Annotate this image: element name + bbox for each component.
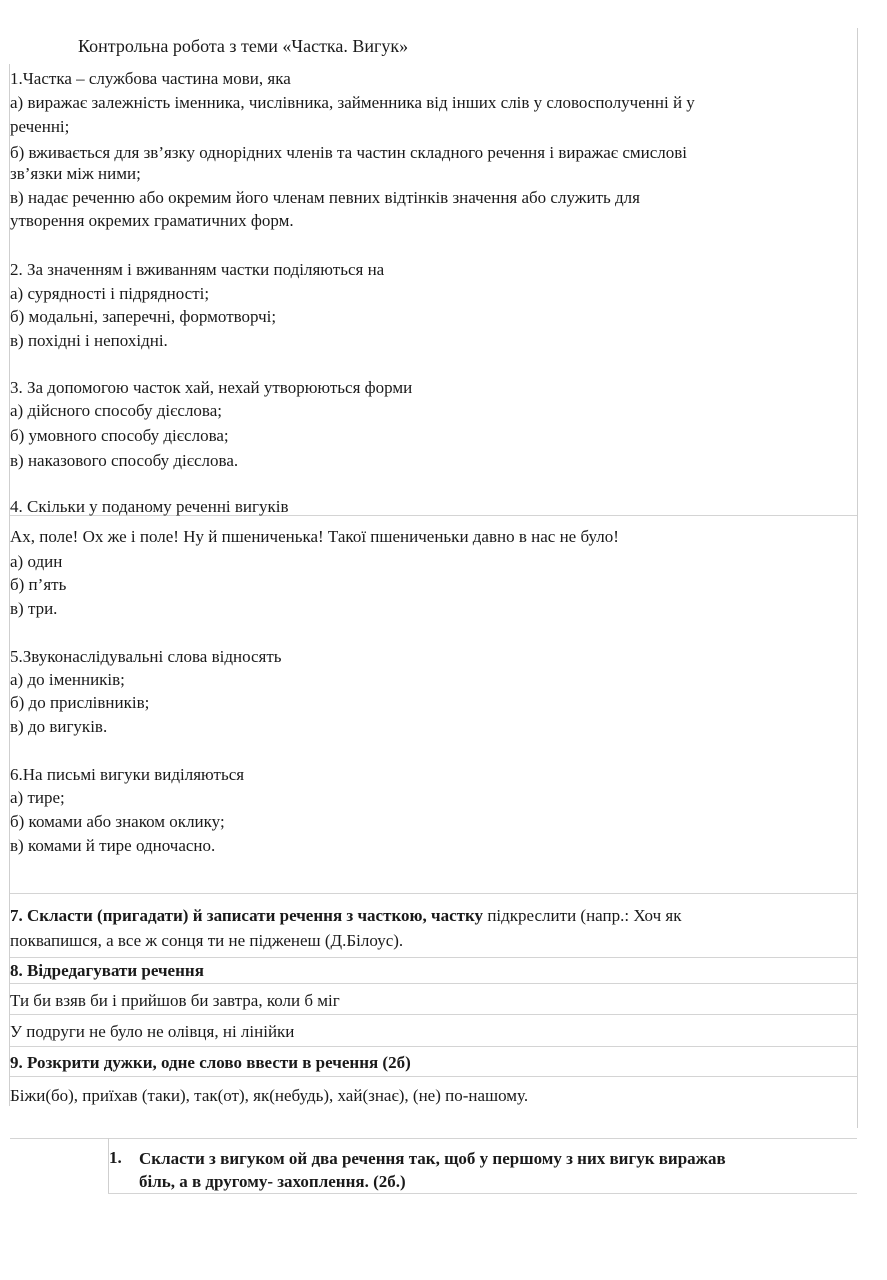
question-7: [10, 905, 681, 927]
q5-option-c: в) до вигуків.: [10, 717, 108, 736]
q2-option-b: б) модальні, заперечні, формотворчі;: [10, 307, 277, 326]
q1-option-a: а) виражає залежність іменника, числівника, займенника від інших слів у словосполученні й у: [10, 93, 695, 112]
q8-sentence-1: Ти би взяв би і прийшов би завтра, коли б міг: [10, 991, 340, 1010]
q7-example: поквапишся, а все ж сонця ти не підженеш (Д.Білоус).: [10, 931, 404, 950]
q7-instruction-rest: підкреслити (напр.: Хоч як: [483, 906, 682, 925]
q4-option-c: в) три.: [10, 599, 58, 618]
q1-option-c-cont: утворення окремих граматичних форм.: [10, 211, 294, 230]
q3-option-a: а) дійсного способу дієслова;: [10, 401, 223, 420]
q9-text: Біжи(бо), приїхав (таки), так(от), як(небудь), хай(знає), (не) по-нашому.: [10, 1086, 529, 1105]
question-9: 9. Розкрити дужки, одне слово ввести в речення (2б): [10, 1053, 411, 1072]
q2-option-c: в) похідні і непохідні.: [10, 331, 168, 350]
q1-option-c: в) надає реченню або окремим його членам певних відтінків значення або служить для: [10, 188, 640, 207]
q7-instruction: 7. Скласти (пригадати) й записати речення з часткою,: [10, 906, 432, 925]
q6-option-b: б) комами або знаком оклику;: [10, 812, 225, 831]
page-title: Контрольна робота з теми «Частка. Вигук»: [78, 36, 409, 56]
divider-line: [10, 893, 857, 894]
q7-keyword: частку: [431, 906, 484, 925]
question-4: 4. Скільки у поданому реченні вигуків: [10, 497, 289, 516]
question-1: 1.Частка – службова частина мови, яка: [10, 69, 291, 88]
q3-option-b: б) умовного способу дієслова;: [10, 426, 229, 445]
q4-sentence: Ах, поле! Ох же і поле! Ну й пшениченька! Такої пшениченьки давно в нас не було!: [10, 527, 619, 546]
q1-option-b-cont: зв’язки між ними;: [10, 164, 141, 183]
question-2: 2. За значенням і вживанням частки поділяються на: [10, 260, 385, 279]
divider-line: [10, 1138, 857, 1139]
question-8: 8. Відредагувати речення: [10, 961, 204, 980]
task-number: 1.: [109, 1148, 122, 1167]
divider-line: [10, 957, 857, 958]
q4-option-a: а) один: [10, 552, 63, 571]
q8-sentence-2: У подруги не було не олівця, ні лінійки: [10, 1022, 295, 1041]
right-margin-rule: [857, 28, 858, 1128]
q4-option-b: б) п’ять: [10, 575, 67, 594]
question-5: 5.Звуконаслідувальні слова відносять: [10, 647, 282, 666]
q6-option-a: а) тире;: [10, 788, 65, 807]
q6-option-c: в) комами й тире одночасно.: [10, 836, 216, 855]
q3-option-c: в) наказового способу дієслова.: [10, 451, 239, 470]
q5-option-b: б) до прислівників;: [10, 693, 150, 712]
question-3: 3. За допомогою часток хай, нехай утворюються форми: [10, 378, 413, 397]
task-line-1: Скласти з вигуком ой два речення так, щоб у першому з них вигук виражав: [139, 1149, 726, 1168]
task-line-2: біль, а в другому- захоплення. (2б.): [139, 1172, 406, 1191]
q1-option-a-cont: реченні;: [10, 117, 70, 136]
divider-line: [10, 1046, 857, 1047]
divider-line: [10, 1076, 857, 1077]
q5-option-a: а) до іменників;: [10, 670, 125, 689]
q2-option-a: а) сурядності і підрядності;: [10, 284, 210, 303]
question-6: 6.На письмі вигуки виділяються: [10, 765, 245, 784]
q1-option-b: б) вживається для зв’язку однорідних членів та частин складного речення і виражає смислові: [10, 143, 688, 162]
divider-line: [10, 1014, 857, 1015]
divider-line: [10, 983, 857, 984]
